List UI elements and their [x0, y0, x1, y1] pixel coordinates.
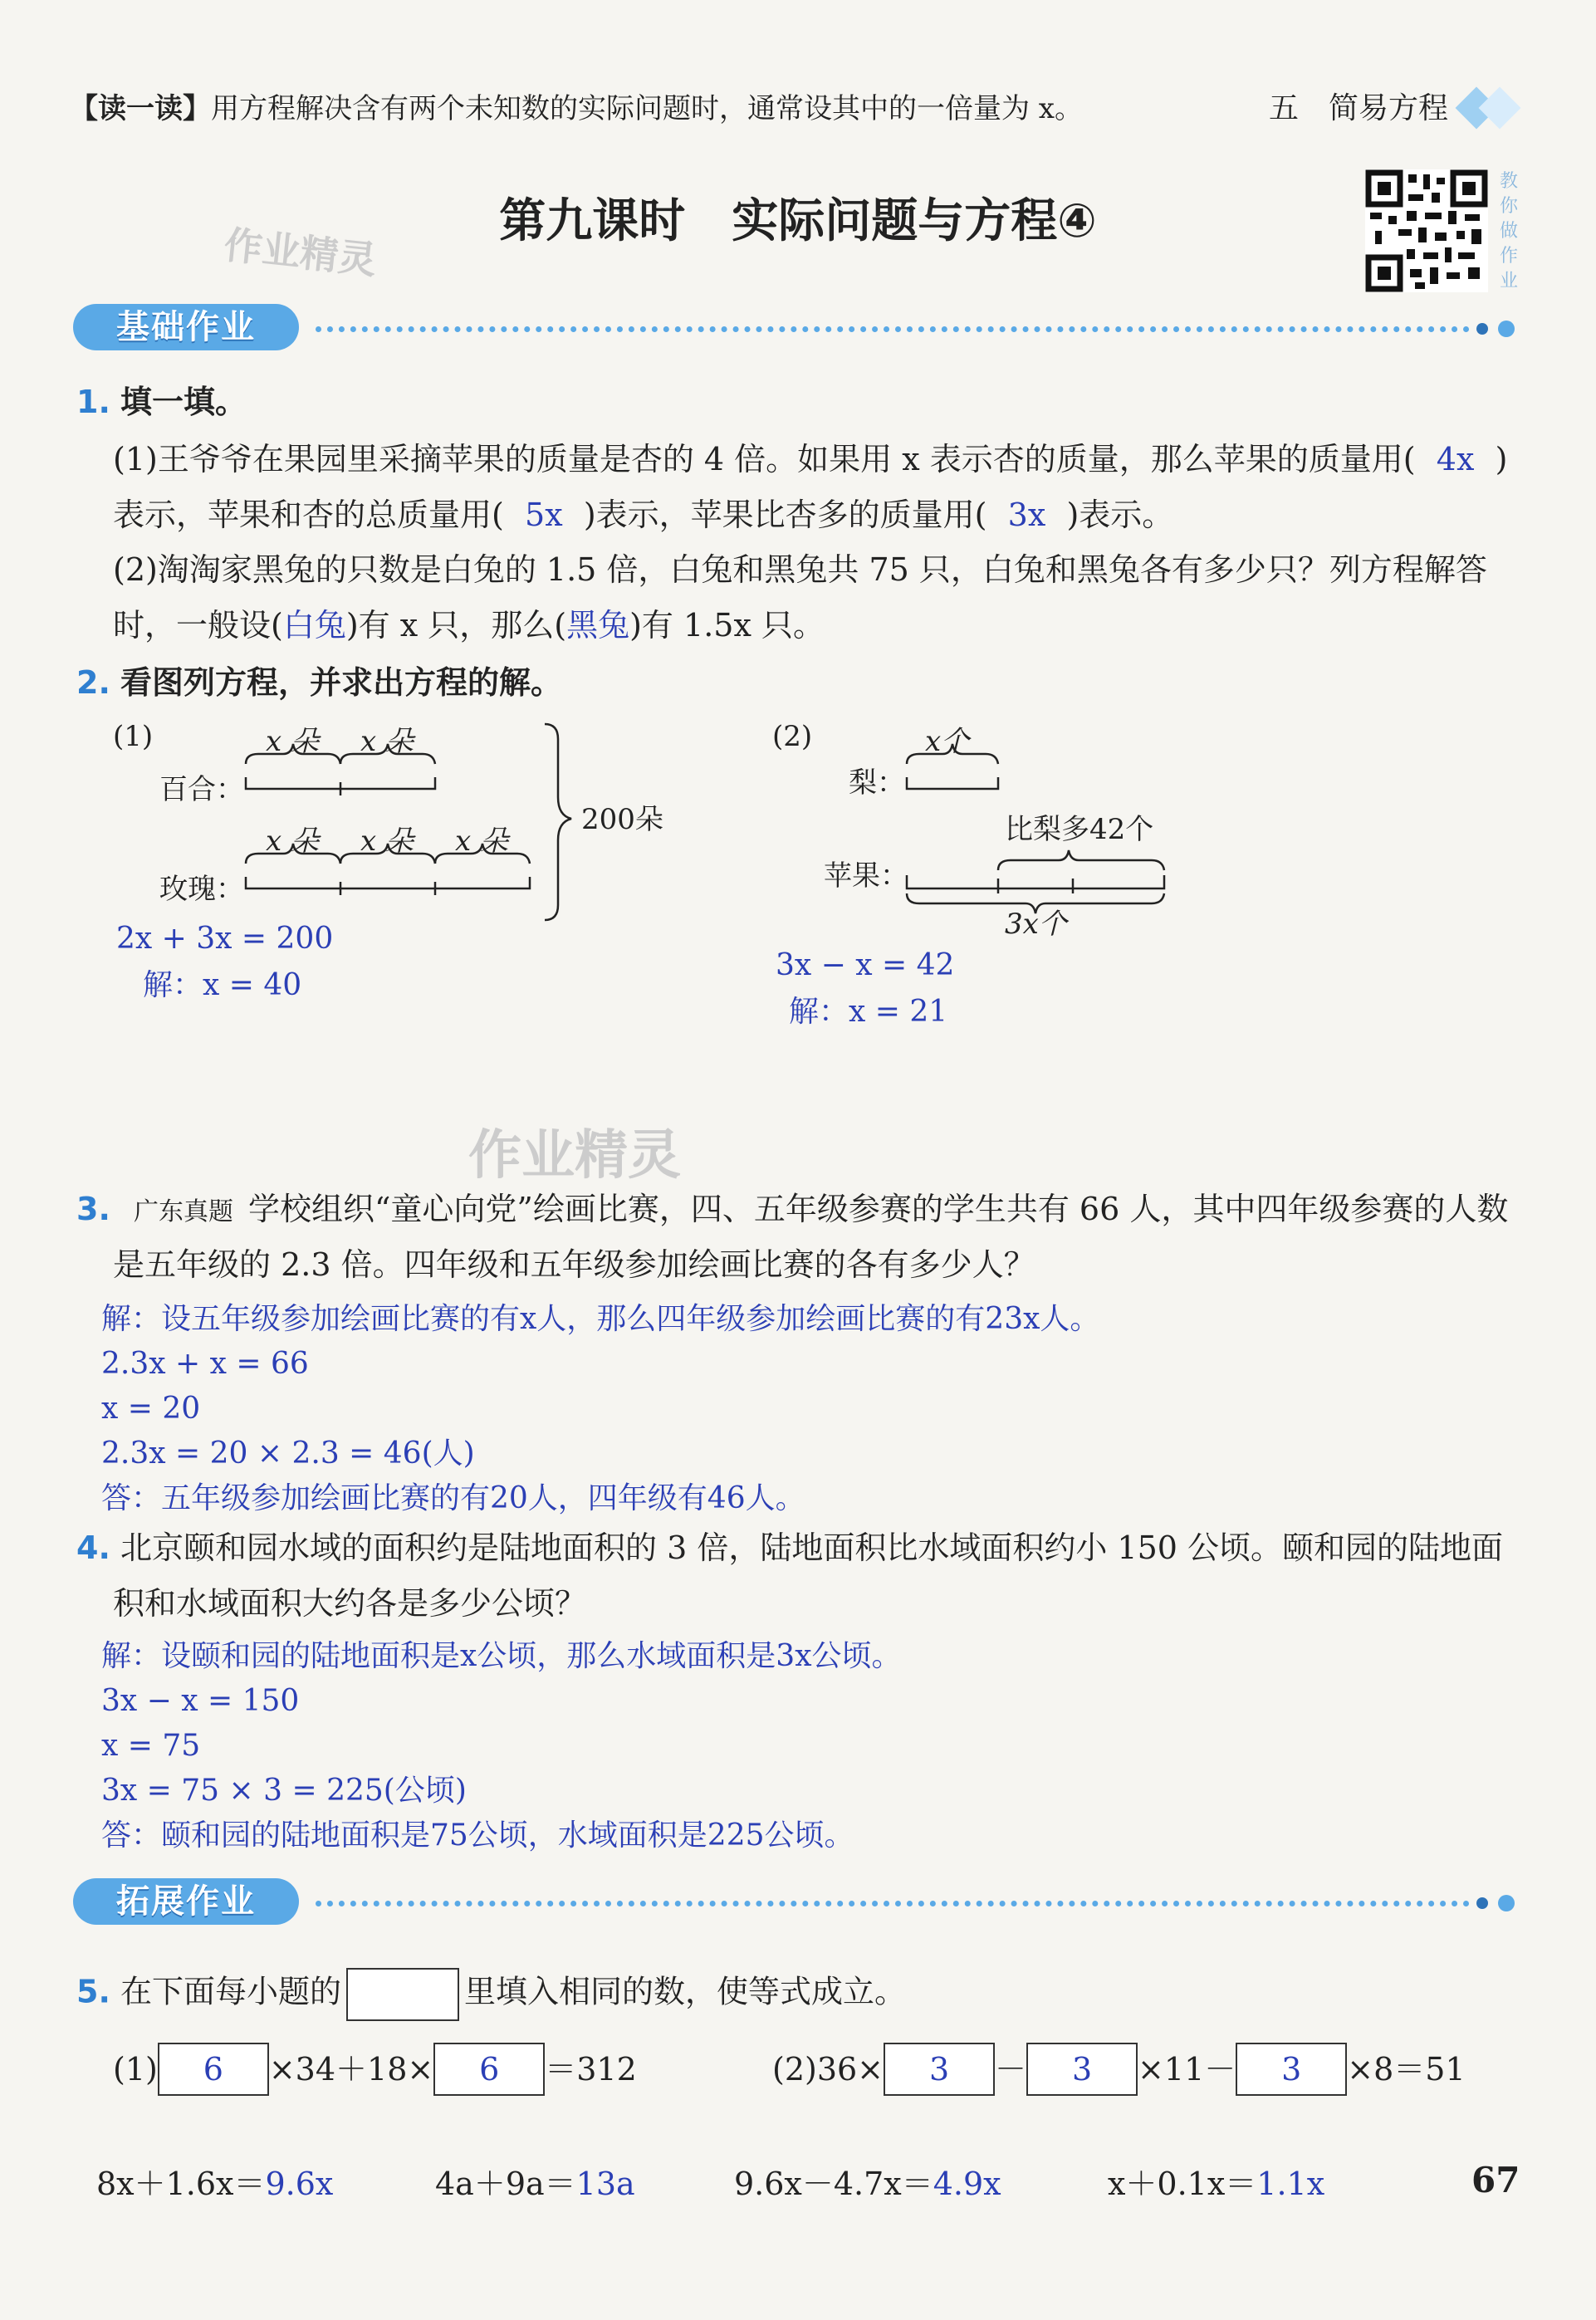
unit-label: 五 简易方程: [1269, 91, 1449, 125]
answer-line: x = 20: [101, 1392, 201, 1426]
q3-answer-block: [101, 1299, 1099, 1523]
q1-part2-line1: (2)淘淘家黑兔的只数是白兔的 1.5 倍，白兔和黑兔共 75 只，白兔和黑兔各有多少只？列方程解答: [113, 551, 1487, 588]
answer: 13a: [575, 2166, 635, 2202]
qr-caption: 教你做作业: [1500, 171, 1519, 291]
text: ): [1495, 441, 1508, 477]
answer: 4.9x: [933, 2166, 1001, 2202]
answer-line: 解：设五年级参加绘画比赛的有x人，那么四年级参加绘画比赛的有23x人。: [101, 1302, 1100, 1336]
equation-answer: 3x − x = 42: [776, 948, 955, 982]
question-1-heading: [76, 380, 247, 423]
answer: 黑兔: [566, 607, 630, 644]
row-label-lily: 百合：: [159, 773, 244, 806]
answer-line: 3x = 75 × 3 = 225(公顷): [101, 1774, 467, 1808]
row-label-rose: 玫瑰：: [159, 873, 244, 906]
blank-box: [346, 1968, 459, 2021]
equation-answer: 2x + 3x = 200: [116, 922, 334, 956]
answer-box[interactable]: 6: [433, 2043, 545, 2096]
question-2-heading: [76, 661, 562, 704]
tip-text: 用方程解决含有两个未知数的实际问题时，通常设其中的一倍量为 x。: [211, 92, 1083, 125]
answer: 5x: [525, 497, 563, 533]
answer-line: 2.3x = 20 × 2.3 = 46(人): [101, 1437, 475, 1471]
segment-label: x 朵: [455, 825, 508, 858]
answer-box[interactable]: 3: [884, 2043, 995, 2096]
dot-icon: [1476, 1897, 1488, 1909]
watermark: 作业精灵: [222, 222, 379, 283]
text: (1)王爷爷在果园里采摘苹果的质量是杏的 4 倍。如果用 x 表示杏的质量，那么苹果的质量用(: [113, 441, 1416, 477]
segment-label: x个: [925, 725, 970, 758]
segment-label: x 朵: [266, 825, 319, 858]
q1-part1-line1: [113, 438, 1507, 481]
text: )有 x 只，那么(: [345, 607, 567, 644]
question-stem: 看图列方程，并求出方程的解。: [120, 664, 562, 701]
dotted-divider: [316, 1901, 1470, 1906]
text: (1): [113, 2051, 158, 2088]
text: 9.6x－4.7x＝: [734, 2166, 933, 2202]
equation-2: [772, 2043, 1466, 2096]
total-label: 200朵: [581, 803, 663, 836]
text: )表示，苹果比杏多的质量用(: [583, 497, 987, 533]
dot-icon: [1498, 321, 1515, 337]
diagram-tag: (1): [113, 720, 154, 753]
q1-part1-line2: [113, 493, 1173, 536]
solution-answer: 解：x = 40: [143, 968, 302, 1002]
text: 表示，苹果和杏的总质量用(: [113, 497, 504, 533]
question-number: 2.: [76, 664, 110, 701]
q1-part2-line2: [113, 604, 825, 647]
question-number: 3.: [76, 1191, 110, 1227]
diagram-pear-apple: [772, 717, 1187, 942]
tip-tag: 【读一读】: [70, 92, 211, 125]
footer-exercise-1: [96, 2162, 333, 2205]
answer: 4x: [1436, 441, 1475, 477]
dot-icon: [1498, 1895, 1515, 1911]
answer: 白兔: [282, 607, 346, 644]
solution-answer: 解：x = 21: [789, 995, 948, 1029]
answer-line: 答：五年级参加绘画比赛的有20人，四年级有46人。: [101, 1481, 805, 1515]
answer-box[interactable]: 6: [158, 2043, 269, 2096]
segment-label: x 朵: [266, 725, 319, 758]
answer-box[interactable]: 3: [1026, 2043, 1138, 2096]
question-number: 5.: [76, 1973, 110, 2010]
row-label-apple: 苹果：: [824, 859, 908, 893]
question-number: 1.: [76, 384, 110, 420]
answer: 9.6x: [265, 2166, 334, 2202]
question-5-heading: [76, 1968, 906, 2021]
answer-line: 2.3x + x = 66: [101, 1347, 309, 1381]
page-title: 第九课时 实际问题与方程④: [499, 194, 1097, 248]
watermark: 作业精灵: [468, 1125, 681, 1187]
q4-answer-block: [101, 1636, 902, 1860]
footer-exercise-4: [1108, 2162, 1324, 2205]
answer-line: 3x − x = 150: [101, 1684, 300, 1718]
question-3-line2: 是五年级的 2.3 倍。四年级和五年级参加绘画比赛的各有多少人？: [113, 1246, 1035, 1283]
text: x＋0.1x＝: [1108, 2166, 1257, 2202]
section-banner-extension: 拓展作业: [73, 1878, 299, 1925]
question-stem: 学校组织“童心向党”绘画比赛，四、五年级参赛的学生共有 66 人，其中四年级参赛的人数: [247, 1191, 1509, 1227]
text: ×8＝51: [1347, 2051, 1466, 2088]
dot-icon: [1476, 323, 1488, 335]
diagram-tag: (2): [772, 720, 813, 753]
diagram-lily-rose: [113, 717, 678, 933]
text: －: [995, 2051, 1027, 2088]
question-3-line1: [76, 1187, 1508, 1234]
reading-tip: [70, 90, 1083, 128]
text: 4a＋9a＝: [435, 2166, 576, 2202]
footer-exercise-3: [734, 2162, 1001, 2205]
text: 时，一般设(: [113, 607, 283, 644]
question-4-line2: 积和水域面积大约各是多少公顷？: [113, 1585, 587, 1622]
dotted-divider: [316, 326, 1470, 332]
text: )有 1.5x 只。: [629, 607, 825, 644]
row-label-pear: 梨：: [849, 766, 905, 800]
text: (2)36×: [772, 2051, 884, 2088]
text: ×11－: [1138, 2051, 1236, 2088]
question-4-line1: [76, 1526, 1503, 1569]
answer-line: 解：设颐和园的陆地面积是x公顷，那么水域面积是3x公顷。: [101, 1639, 902, 1673]
question-stem: 北京颐和园水域的面积约是陆地面积的 3 倍，陆地面积比水域面积约小 150 公顷。颐和园的陆地面: [120, 1530, 1504, 1566]
question-stem: 填一填。: [120, 384, 247, 420]
more-label: 比梨多42个: [1005, 813, 1154, 846]
text: )表示。: [1066, 497, 1174, 533]
question-number: 4.: [76, 1530, 110, 1566]
section-banner-basic: 基础作业: [73, 304, 299, 350]
page-number: 67: [1471, 2160, 1520, 2200]
source-tag: 广东真题: [133, 1197, 233, 1226]
answer-box[interactable]: 3: [1236, 2043, 1347, 2096]
text: ＝312: [545, 2051, 637, 2088]
footer-exercise-2: [435, 2162, 635, 2205]
total-label: 3x个: [1005, 908, 1067, 941]
diamond-icon: [1479, 87, 1521, 130]
answer: 1.1x: [1256, 2166, 1325, 2202]
segment-label: x 朵: [360, 825, 414, 858]
answer-line: 答：颐和园的陆地面积是75公顷，水域面积是225公顷。: [101, 1818, 854, 1853]
answer: 3x: [1007, 497, 1046, 533]
question-stem: 里填入相同的数，使等式成立。: [464, 1973, 907, 2010]
question-stem: 在下面每小题的: [120, 1973, 341, 2010]
text: 8x＋1.6x＝: [96, 2166, 266, 2202]
text: ×34＋18×: [268, 2051, 434, 2088]
segment-label: x 朵: [360, 725, 414, 758]
answer-line: x = 75: [101, 1729, 201, 1763]
equation-1: [113, 2043, 637, 2096]
